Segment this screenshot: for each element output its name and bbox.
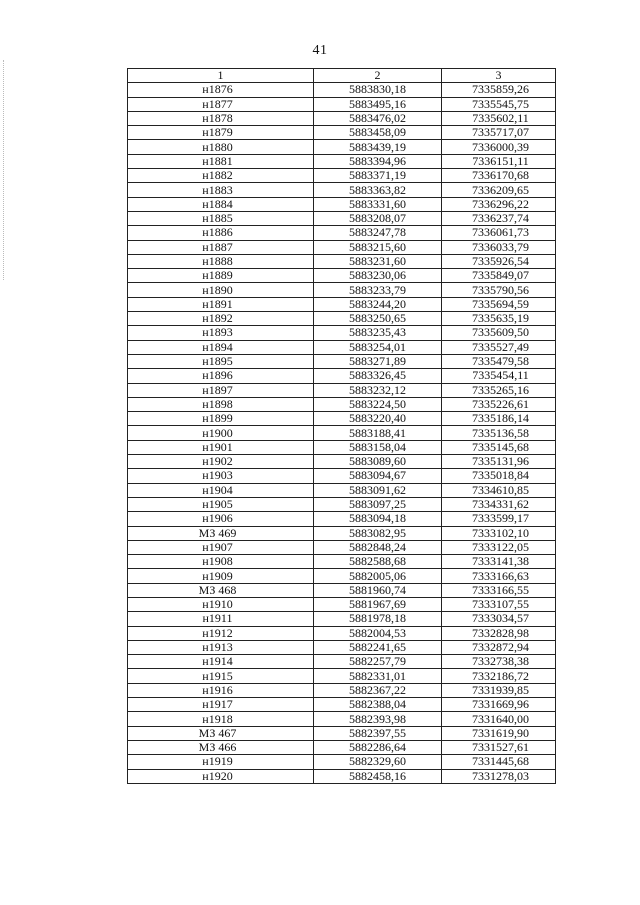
point-name-cell: н1894 xyxy=(128,340,314,354)
table-row xyxy=(128,312,556,326)
table-row xyxy=(128,698,556,712)
table-row xyxy=(128,354,556,368)
x-coordinate-cell: 5883247,78 xyxy=(314,226,442,240)
table-row xyxy=(128,769,556,783)
y-coordinate-cell: 7336170,68 xyxy=(442,169,556,183)
y-coordinate-cell: 7332828,98 xyxy=(442,626,556,640)
x-coordinate-cell: 5883220,40 xyxy=(314,412,442,426)
y-coordinate-cell: 7336151,11 xyxy=(442,154,556,168)
y-coordinate-cell: 7335694,59 xyxy=(442,297,556,311)
y-coordinate-cell: 7335145,68 xyxy=(442,440,556,454)
y-coordinate-cell: 7333107,55 xyxy=(442,597,556,611)
x-coordinate-cell: 5883476,02 xyxy=(314,111,442,125)
y-coordinate-cell: 7335018,84 xyxy=(442,469,556,483)
x-coordinate-cell: 5882367,22 xyxy=(314,683,442,697)
y-coordinate-cell: 7335926,54 xyxy=(442,254,556,268)
x-coordinate-cell: 5883094,18 xyxy=(314,512,442,526)
point-name-cell: н1878 xyxy=(128,111,314,125)
coordinates-table xyxy=(127,68,556,784)
x-coordinate-cell: 5882257,79 xyxy=(314,655,442,669)
point-name-cell: н1908 xyxy=(128,555,314,569)
x-coordinate-cell: 5883363,82 xyxy=(314,183,442,197)
table-row xyxy=(128,455,556,469)
point-name-cell: н1916 xyxy=(128,683,314,697)
point-name-cell: н1898 xyxy=(128,397,314,411)
point-name-cell: н1892 xyxy=(128,312,314,326)
x-coordinate-cell: 5883094,67 xyxy=(314,469,442,483)
y-coordinate-cell: 7335226,61 xyxy=(442,397,556,411)
column-header-3: 3 xyxy=(442,69,556,83)
table-row xyxy=(128,755,556,769)
table-row xyxy=(128,569,556,583)
x-coordinate-cell: 5882458,16 xyxy=(314,769,442,783)
table-row xyxy=(128,254,556,268)
y-coordinate-cell: 7331640,00 xyxy=(442,712,556,726)
y-coordinate-cell: 7331939,85 xyxy=(442,683,556,697)
x-coordinate-cell: 5883250,65 xyxy=(314,312,442,326)
point-name-cell: н1891 xyxy=(128,297,314,311)
x-coordinate-cell: 5883097,25 xyxy=(314,497,442,511)
point-name-cell: н1886 xyxy=(128,226,314,240)
point-name-cell: н1879 xyxy=(128,126,314,140)
table-row xyxy=(128,412,556,426)
y-coordinate-cell: 7335479,58 xyxy=(442,354,556,368)
x-coordinate-cell: 5883091,62 xyxy=(314,483,442,497)
point-name-cell: н1905 xyxy=(128,497,314,511)
y-coordinate-cell: 7336033,79 xyxy=(442,240,556,254)
y-coordinate-cell: 7335635,19 xyxy=(442,312,556,326)
y-coordinate-cell: 7333122,05 xyxy=(442,540,556,554)
table-row xyxy=(128,126,556,140)
x-coordinate-cell: 5883458,09 xyxy=(314,126,442,140)
table-row xyxy=(128,297,556,311)
table-row xyxy=(128,469,556,483)
point-name-cell: н1904 xyxy=(128,483,314,497)
table-row xyxy=(128,583,556,597)
point-name-cell: н1913 xyxy=(128,640,314,654)
table-row xyxy=(128,383,556,397)
y-coordinate-cell: 7336296,22 xyxy=(442,197,556,211)
x-coordinate-cell: 5882329,60 xyxy=(314,755,442,769)
x-coordinate-cell: 5883271,89 xyxy=(314,354,442,368)
x-coordinate-cell: 5883215,60 xyxy=(314,240,442,254)
point-name-cell: н1896 xyxy=(128,369,314,383)
point-name-cell: н1915 xyxy=(128,669,314,683)
y-coordinate-cell: 7331527,61 xyxy=(442,740,556,754)
point-name-cell: н1876 xyxy=(128,83,314,97)
point-name-cell: н1897 xyxy=(128,383,314,397)
x-coordinate-cell: 5883082,95 xyxy=(314,526,442,540)
table-row xyxy=(128,197,556,211)
y-coordinate-cell: 7336000,39 xyxy=(442,140,556,154)
x-coordinate-cell: 5883394,96 xyxy=(314,154,442,168)
x-coordinate-cell: 5883371,19 xyxy=(314,169,442,183)
table-row xyxy=(128,283,556,297)
y-coordinate-cell: 7333102,10 xyxy=(442,526,556,540)
point-name-cell: н1890 xyxy=(128,283,314,297)
x-coordinate-cell: 5882286,64 xyxy=(314,740,442,754)
table-row xyxy=(128,211,556,225)
table-row xyxy=(128,169,556,183)
point-name-cell: н1885 xyxy=(128,211,314,225)
y-coordinate-cell: 7333599,17 xyxy=(442,512,556,526)
y-coordinate-cell: 7332738,38 xyxy=(442,655,556,669)
table-row xyxy=(128,526,556,540)
x-coordinate-cell: 5882241,65 xyxy=(314,640,442,654)
table-row xyxy=(128,269,556,283)
y-coordinate-cell: 7335609,50 xyxy=(442,326,556,340)
x-coordinate-cell: 5883232,12 xyxy=(314,383,442,397)
table-body xyxy=(128,83,556,784)
table-row xyxy=(128,626,556,640)
point-name-cell: н1895 xyxy=(128,354,314,368)
point-name-cell: н1888 xyxy=(128,254,314,268)
table-row xyxy=(128,540,556,554)
point-name-cell: н1881 xyxy=(128,154,314,168)
x-coordinate-cell: 5883230,06 xyxy=(314,269,442,283)
table-row xyxy=(128,240,556,254)
table-row xyxy=(128,640,556,654)
x-coordinate-cell: 5882388,04 xyxy=(314,698,442,712)
y-coordinate-cell: 7335265,16 xyxy=(442,383,556,397)
table-row xyxy=(128,97,556,111)
table-row xyxy=(128,726,556,740)
point-name-cell: н1912 xyxy=(128,626,314,640)
table-row xyxy=(128,497,556,511)
point-name-cell: н1901 xyxy=(128,440,314,454)
point-name-cell: н1918 xyxy=(128,712,314,726)
table-row xyxy=(128,226,556,240)
x-coordinate-cell: 5883254,01 xyxy=(314,340,442,354)
point-name-cell: н1917 xyxy=(128,698,314,712)
point-name-cell: н1920 xyxy=(128,769,314,783)
x-coordinate-cell: 5883244,20 xyxy=(314,297,442,311)
x-coordinate-cell: 5883224,50 xyxy=(314,397,442,411)
point-name-cell: н1902 xyxy=(128,455,314,469)
x-coordinate-cell: 5882397,55 xyxy=(314,726,442,740)
table-row xyxy=(128,440,556,454)
y-coordinate-cell: 7335859,26 xyxy=(442,83,556,97)
y-coordinate-cell: 7331669,96 xyxy=(442,698,556,712)
point-name-cell: н1889 xyxy=(128,269,314,283)
column-header-1: 1 xyxy=(128,69,314,83)
x-coordinate-cell: 5882004,53 xyxy=(314,626,442,640)
table-row xyxy=(128,397,556,411)
point-name-cell: н1914 xyxy=(128,655,314,669)
point-name-cell: МЗ 468 xyxy=(128,583,314,597)
table-row xyxy=(128,555,556,569)
x-coordinate-cell: 5883439,19 xyxy=(314,140,442,154)
point-name-cell: н1882 xyxy=(128,169,314,183)
y-coordinate-cell: 7332872,94 xyxy=(442,640,556,654)
table-row xyxy=(128,154,556,168)
table-row xyxy=(128,140,556,154)
y-coordinate-cell: 7335717,07 xyxy=(442,126,556,140)
table-row xyxy=(128,655,556,669)
point-name-cell: н1887 xyxy=(128,240,314,254)
point-name-cell: н1900 xyxy=(128,426,314,440)
y-coordinate-cell: 7332186,72 xyxy=(442,669,556,683)
point-name-cell: н1883 xyxy=(128,183,314,197)
x-coordinate-cell: 5881960,74 xyxy=(314,583,442,597)
y-coordinate-cell: 7335131,96 xyxy=(442,455,556,469)
point-name-cell: н1909 xyxy=(128,569,314,583)
x-coordinate-cell: 5882588,68 xyxy=(314,555,442,569)
y-coordinate-cell: 7335545,75 xyxy=(442,97,556,111)
table-row xyxy=(128,612,556,626)
table-row xyxy=(128,669,556,683)
point-name-cell: МЗ 467 xyxy=(128,726,314,740)
x-coordinate-cell: 5883326,45 xyxy=(314,369,442,383)
table-row xyxy=(128,326,556,340)
table-row xyxy=(128,483,556,497)
y-coordinate-cell: 7335527,49 xyxy=(442,340,556,354)
point-name-cell: н1899 xyxy=(128,412,314,426)
point-name-cell: н1919 xyxy=(128,755,314,769)
y-coordinate-cell: 7336061,73 xyxy=(442,226,556,240)
x-coordinate-cell: 5882331,01 xyxy=(314,669,442,683)
table-row xyxy=(128,597,556,611)
point-name-cell: МЗ 469 xyxy=(128,526,314,540)
point-name-cell: н1893 xyxy=(128,326,314,340)
point-name-cell: н1907 xyxy=(128,540,314,554)
margin-scan-marks xyxy=(3,60,4,280)
y-coordinate-cell: 7335454,11 xyxy=(442,369,556,383)
point-name-cell: н1910 xyxy=(128,597,314,611)
y-coordinate-cell: 7333034,57 xyxy=(442,612,556,626)
y-coordinate-cell: 7335186,14 xyxy=(442,412,556,426)
table-row xyxy=(128,740,556,754)
x-coordinate-cell: 5882848,24 xyxy=(314,540,442,554)
table-row xyxy=(128,369,556,383)
x-coordinate-cell: 5883830,18 xyxy=(314,83,442,97)
x-coordinate-cell: 5882005,06 xyxy=(314,569,442,583)
y-coordinate-cell: 7333166,63 xyxy=(442,569,556,583)
point-name-cell: МЗ 466 xyxy=(128,740,314,754)
x-coordinate-cell: 5881978,18 xyxy=(314,612,442,626)
table-row xyxy=(128,426,556,440)
y-coordinate-cell: 7333166,55 xyxy=(442,583,556,597)
x-coordinate-cell: 5883188,41 xyxy=(314,426,442,440)
y-coordinate-cell: 7336209,65 xyxy=(442,183,556,197)
table-row xyxy=(128,340,556,354)
table-row xyxy=(128,712,556,726)
point-name-cell: н1884 xyxy=(128,197,314,211)
x-coordinate-cell: 5883331,60 xyxy=(314,197,442,211)
table-row xyxy=(128,683,556,697)
x-coordinate-cell: 5883089,60 xyxy=(314,455,442,469)
x-coordinate-cell: 5881967,69 xyxy=(314,597,442,611)
point-name-cell: н1877 xyxy=(128,97,314,111)
y-coordinate-cell: 7331278,03 xyxy=(442,769,556,783)
point-name-cell: н1903 xyxy=(128,469,314,483)
y-coordinate-cell: 7331619,90 xyxy=(442,726,556,740)
x-coordinate-cell: 5883208,07 xyxy=(314,211,442,225)
y-coordinate-cell: 7335790,56 xyxy=(442,283,556,297)
point-name-cell: н1911 xyxy=(128,612,314,626)
column-header-2: 2 xyxy=(314,69,442,83)
table-row xyxy=(128,183,556,197)
x-coordinate-cell: 5882393,98 xyxy=(314,712,442,726)
x-coordinate-cell: 5883158,04 xyxy=(314,440,442,454)
table-row xyxy=(128,111,556,125)
y-coordinate-cell: 7331445,68 xyxy=(442,755,556,769)
page-number: 41 xyxy=(312,43,328,58)
point-name-cell: н1906 xyxy=(128,512,314,526)
x-coordinate-cell: 5883235,43 xyxy=(314,326,442,340)
y-coordinate-cell: 7336237,74 xyxy=(442,211,556,225)
y-coordinate-cell: 7335136,58 xyxy=(442,426,556,440)
y-coordinate-cell: 7334610,85 xyxy=(442,483,556,497)
y-coordinate-cell: 7333141,38 xyxy=(442,555,556,569)
table-header-row xyxy=(128,69,556,83)
x-coordinate-cell: 5883233,79 xyxy=(314,283,442,297)
y-coordinate-cell: 7335602,11 xyxy=(442,111,556,125)
y-coordinate-cell: 7335849,07 xyxy=(442,269,556,283)
table-row xyxy=(128,512,556,526)
y-coordinate-cell: 7334331,62 xyxy=(442,497,556,511)
point-name-cell: н1880 xyxy=(128,140,314,154)
x-coordinate-cell: 5883231,60 xyxy=(314,254,442,268)
x-coordinate-cell: 5883495,16 xyxy=(314,97,442,111)
table-row xyxy=(128,83,556,97)
